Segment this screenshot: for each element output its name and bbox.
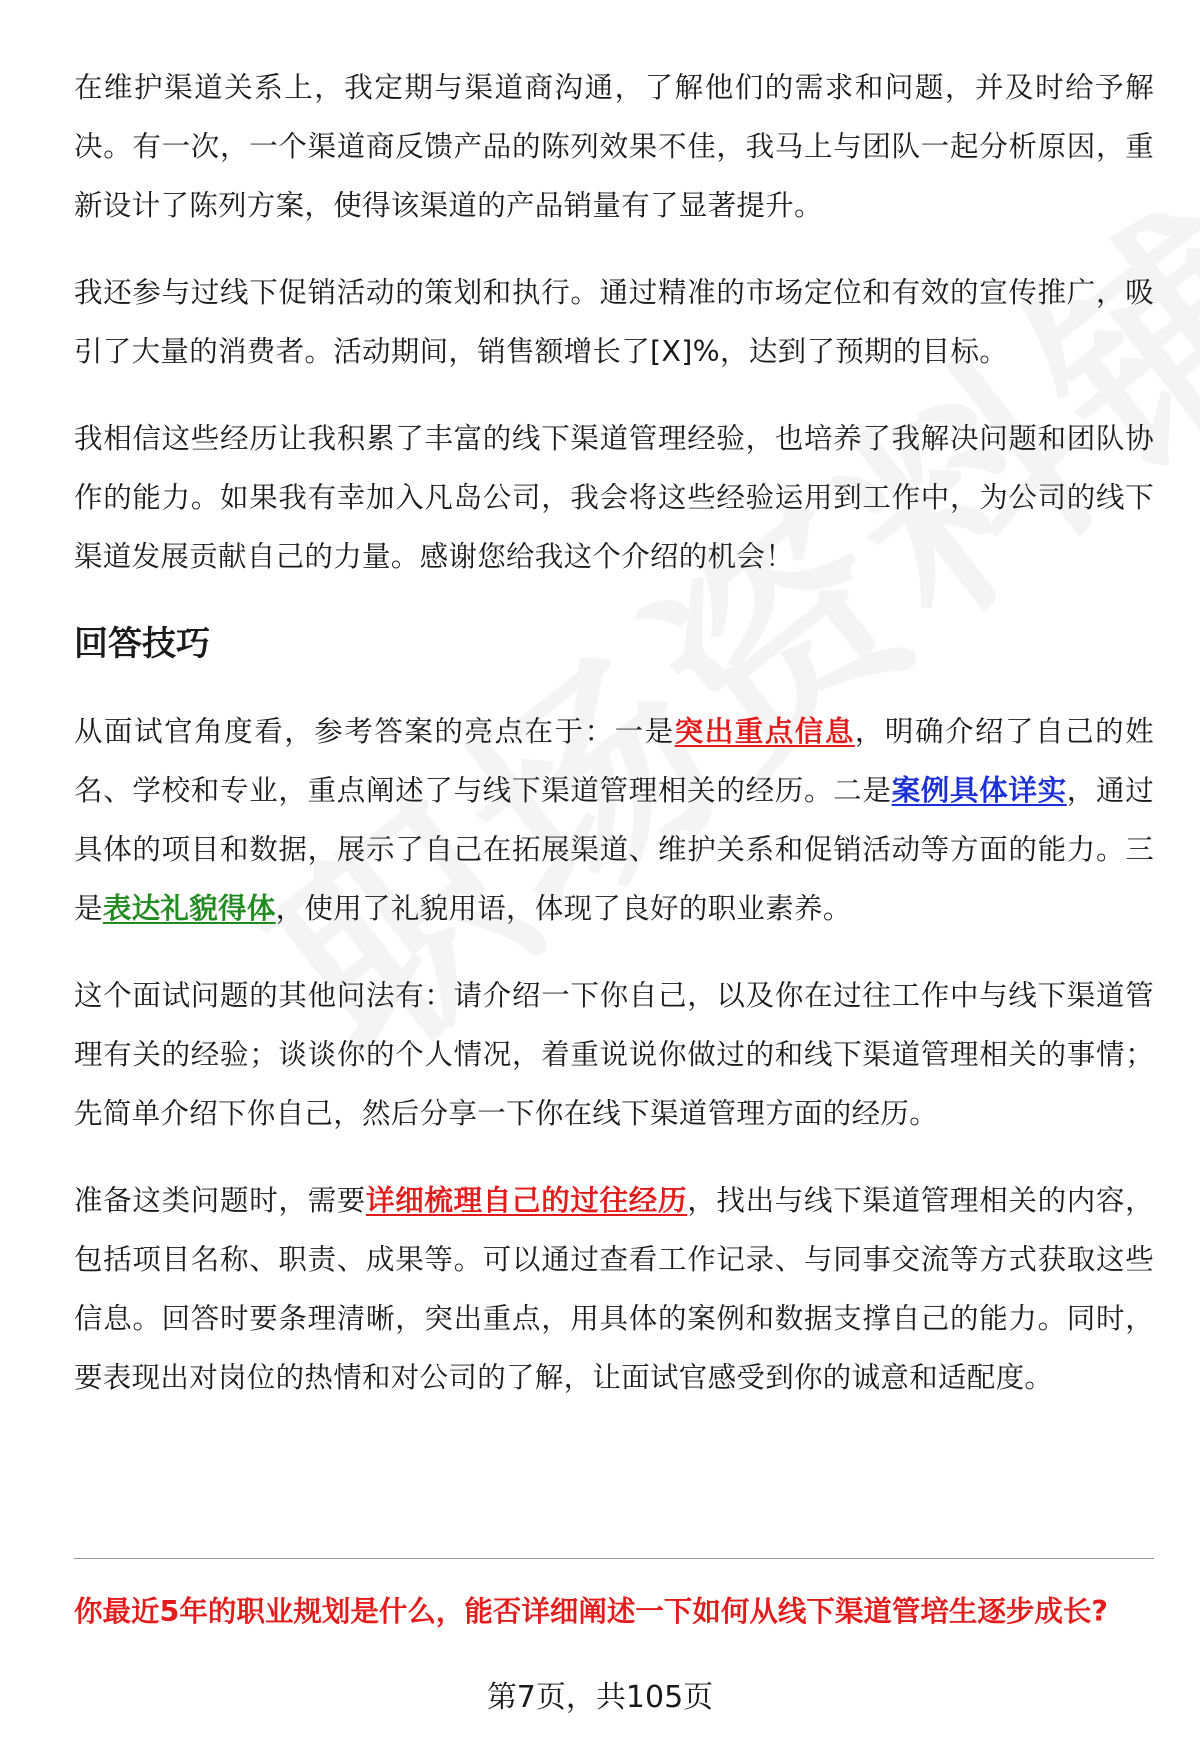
tips-text: ，找出与线下渠道管理相关的内容，包括项目名称、职责、成果等。可以通过查看工作记录、与同事交流等方式获取这些信息。回答时要条理清晰，突出重点，用具体的案例和数据支撑自己的能力。同时，要表现出对岗位的热情和对公司的了解，让面试官感受到你的诚意和适配度。 xyxy=(74,1184,1154,1394)
section-divider xyxy=(74,1558,1154,1559)
paragraph-promotion: 我还参与过线下促销活动的策划和执行。通过精准的市场定位和有效的宣传推广，吸引了大量的消费者。活动期间，销售额增长了[X]%，达到了预期的目标。 xyxy=(74,276,1154,368)
next-question-title: 你最近5年的职业规划是什么，能否详细阐述一下如何从线下渠道管培生逐步成长? xyxy=(74,1595,1108,1628)
tips-text: ，使用了礼貌用语，体现了良好的职业素养。 xyxy=(275,892,852,925)
tips-paragraph-preparation xyxy=(74,1171,1154,1407)
tips-paragraph-alternatives: 这个面试问题的其他问法有：请介绍一下你自己，以及你在过往工作中与线下渠道管理有关的经验；谈谈你的个人情况，着重说说你做过的和线下渠道管理相关的事情；先简单介绍下你自己，然后分享一下你在线下渠道管理方面的经历。 xyxy=(74,979,1154,1130)
highlight-case-detail: 案例具体详实 xyxy=(891,774,1067,807)
paragraph-channel-maintenance: 在维护渠道关系上，我定期与渠道商沟通，了解他们的需求和问题，并及时给予解决。有一次，一个渠道商反馈产品的陈列效果不佳，我马上与团队一起分析原因，重新设计了陈列方案，使得该渠道的产品销量有了显著提升。 xyxy=(74,71,1154,222)
highlight-review-experience: 详细梳理自己的过往经历 xyxy=(366,1184,688,1217)
document-page xyxy=(74,58,1154,1435)
page-footer: 第7页，共105页 xyxy=(486,1680,714,1715)
highlight-key-info: 突出重点信息 xyxy=(674,715,855,748)
highlight-polite-expression: 表达礼貌得体 xyxy=(102,892,276,925)
tips-text: ，明确介绍了自己的姓名、学校和专业，重点阐述了与线下渠道管理相关的经历。二是 xyxy=(74,715,1154,807)
section-heading: 回答技巧 xyxy=(74,624,210,664)
paragraph-closing: 我相信这些经历让我积累了丰富的线下渠道管理经验，也培养了我解决问题和团队协作的能力。如果我有幸加入凡岛公司，我会将这些经验运用到工作中，为公司的线下渠道发展贡献自己的力量。感谢您给我这个介绍的机会！ xyxy=(74,422,1154,573)
tips-paragraph-highlights xyxy=(74,702,1154,938)
tips-text: 准备这类问题时，需要 xyxy=(74,1184,366,1217)
tips-text: 从面试官角度看，参考答案的亮点在于：一是 xyxy=(74,715,675,748)
tips-text: ，通过具体的项目和数据，展示了自己在拓展渠道、维护关系和促销活动等方面的能力。三是 xyxy=(74,774,1154,925)
